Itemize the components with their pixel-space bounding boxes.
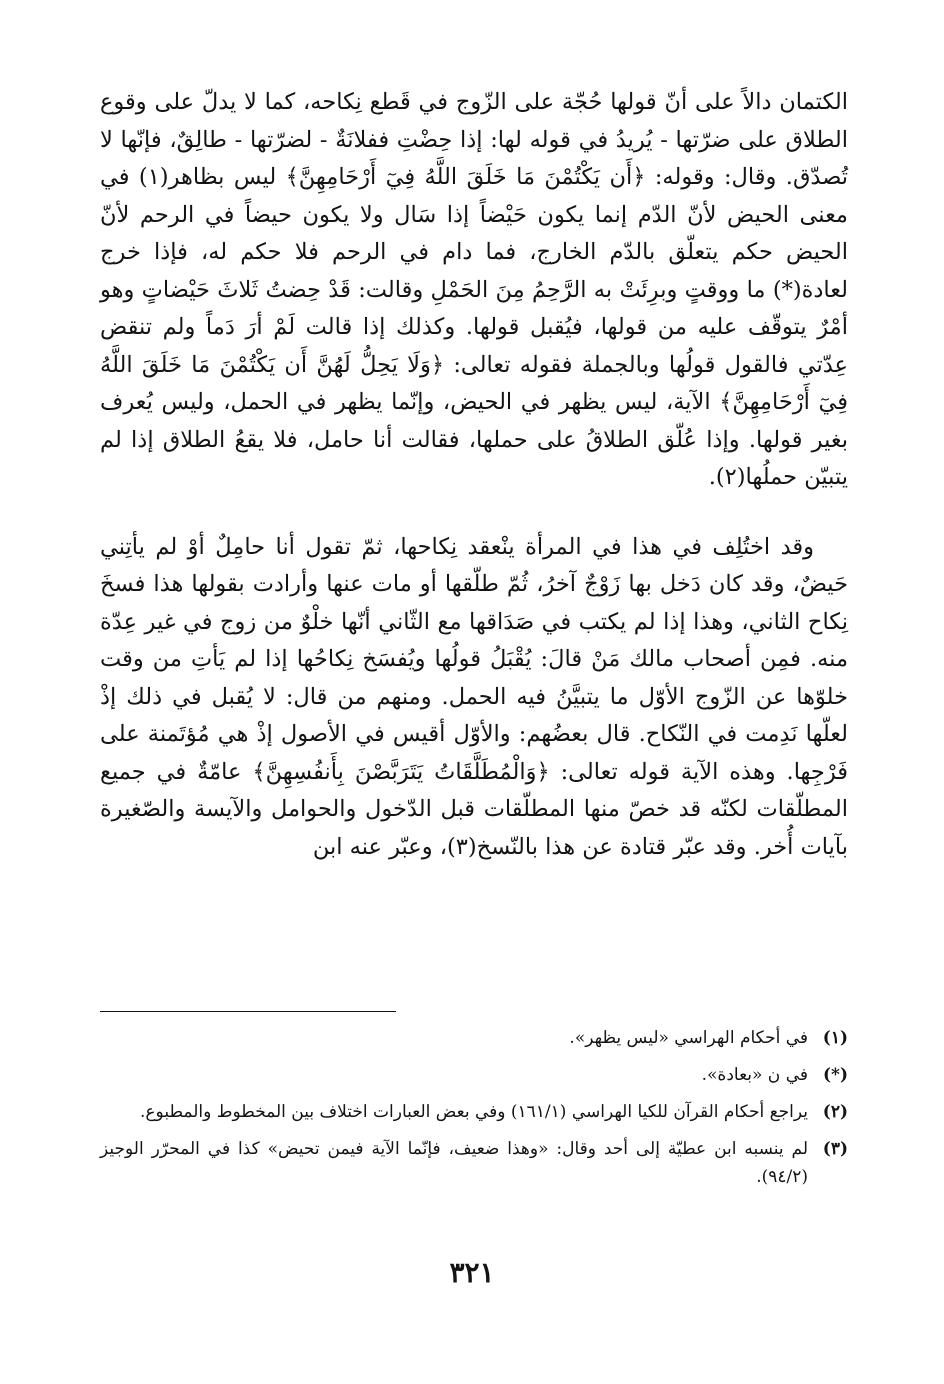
footnotes (100, 1024, 848, 1200)
footnote-star (100, 1061, 848, 1089)
footnote-divider (100, 1011, 396, 1012)
page-number: ٣٢١ (449, 1256, 495, 1289)
footnote-text: لم ينسبه ابن عطيّة إلى أحد وقال: «وهذا ضعيف، فإنّما الآية فيمن تحيض» كذا في المحرّر الوجيز (٩٤/٢). (100, 1139, 808, 1187)
main-text (100, 84, 848, 866)
footnote-text: في ن «بعادة». (701, 1065, 808, 1085)
footnote-mark: (٣) (822, 1139, 848, 1159)
footnote-2 (100, 1098, 848, 1126)
footnote-1 (100, 1024, 848, 1052)
footnote-text: في أحكام الهراسي «ليس يظهر». (569, 1028, 808, 1048)
footnote-mark: (*) (823, 1065, 848, 1085)
paragraph-2: وقد اختُلِف في هذا في المرأة ينْعقد نِكاحها، ثمّ تقول أنا حامِلٌ أوْ لم يأتِني حَيضٌ، وقد كان دَخل بها زَوْجٌ آخرُ، ثُمّ طلّقها أو مات عنها وأرادت بقولها هذا فسخَ نِكاح الثاني، وهذا إذا لم يكتب في صَدَاقها مع الثّاني أنّها خلْوٌ من زوج في غير عِدّة منه. فمِن أصحاب مالك مَنْ قالَ: يُقْبَلُ قولُها ويُفسَخ نِكاحُها إذا لم يَأتِ من وقت خلوّها عن الزّوج الأوّل ما يتبيَّنُ فيه الحمل. ومنهم من قال: لا يُقبل في ذلك إذْ لعلّها نَدِمت في النّكاح. قال بعضُهم: والأوّل أقيس في الأصول إذْ هي مُؤتَمنة على فَرْجِها. وهذه الآية قوله تعالى: ﴿وَالْمُطَلَّقَاتُ يَتَرَبَّصْنَ بِأَنفُسِهِنَّ﴾ عامّةٌ في جميع المطلّقات لكنّه قد خصّ منها المطلّقات قبل الدّخول والحوامل والآيسة والصّغيرة بآيات أُخر. وقد عبّر قتادة عن هذا بالنّسخ(٣)، وعبّر عنه ابن (100, 533, 848, 860)
paragraph-1: الكتمان دالاً على أنّ قولها حُجّة على الزّوج في قَطع نِكاحه، كما لا يدلّ على وقوع الطلاق على ضرّتها - يُريدُ في قوله لها: إذا حِضْتِ ففلانَةٌ - لضرّتها - طالِقٌ، فإنّها لا تُصدّق. وقال: وقوله: ﴿أَن يَكْتُمْنَ مَا خَلَقَ اللَّهُ فِيٓ أَرْحَامِهِنَّ﴾ ليس بظاهر(١) في معنى الحيض لأنّ الدّم إنما يكون حَيْضاً إذا سَال ولا يكون حيضاً في الرحم لأنّ الحيض حكم يتعلّق بالدّم الخارج، فما دام في الرحم فلا حكم له، فإذا خرج لعادة(*) ما ووقتٍ وبرِئَتْ به الرَّحِمُ مِنَ الحَمْلِ وقالت: قَدْ حِضتُ ثَلاثَ حَيْضاتٍ وهو أمْرٌ يتوقّف عليه من قولها، فيُقبل قولها. وكذلك إذا قالت لَمْ أرَ دَماً ولم تنقض عِدّتي فالقول قولُها وبالجملة فقوله تعالى: ﴿وَلَا يَحِلُّ لَهُنَّ أَن يَكْتُمْنَ مَا خَلَقَ اللَّهُ فِيٓ أَرْحَامِهِنَّ﴾ الآية، ليس يظهر في الحيض، وإنّما يظهر في الحمل، وليس يُعرف بغير قولها. وإذا عُلّق الطلاقُ على حملها، فقالت أنا حامل، فلا يقعُ الطلاق إذا لم يتبيّن حملُها(٢). (100, 89, 848, 490)
footnote-mark: (١) (822, 1028, 848, 1048)
footnote-mark: (٢) (822, 1102, 848, 1122)
footnote-text: يراجع أحكام القرآن للكيا الهراسي (١٦١/١) وفي بعض العبارات اختلاف بين المخطوط والمطبوع. (140, 1102, 808, 1122)
footnote-3 (100, 1135, 848, 1191)
